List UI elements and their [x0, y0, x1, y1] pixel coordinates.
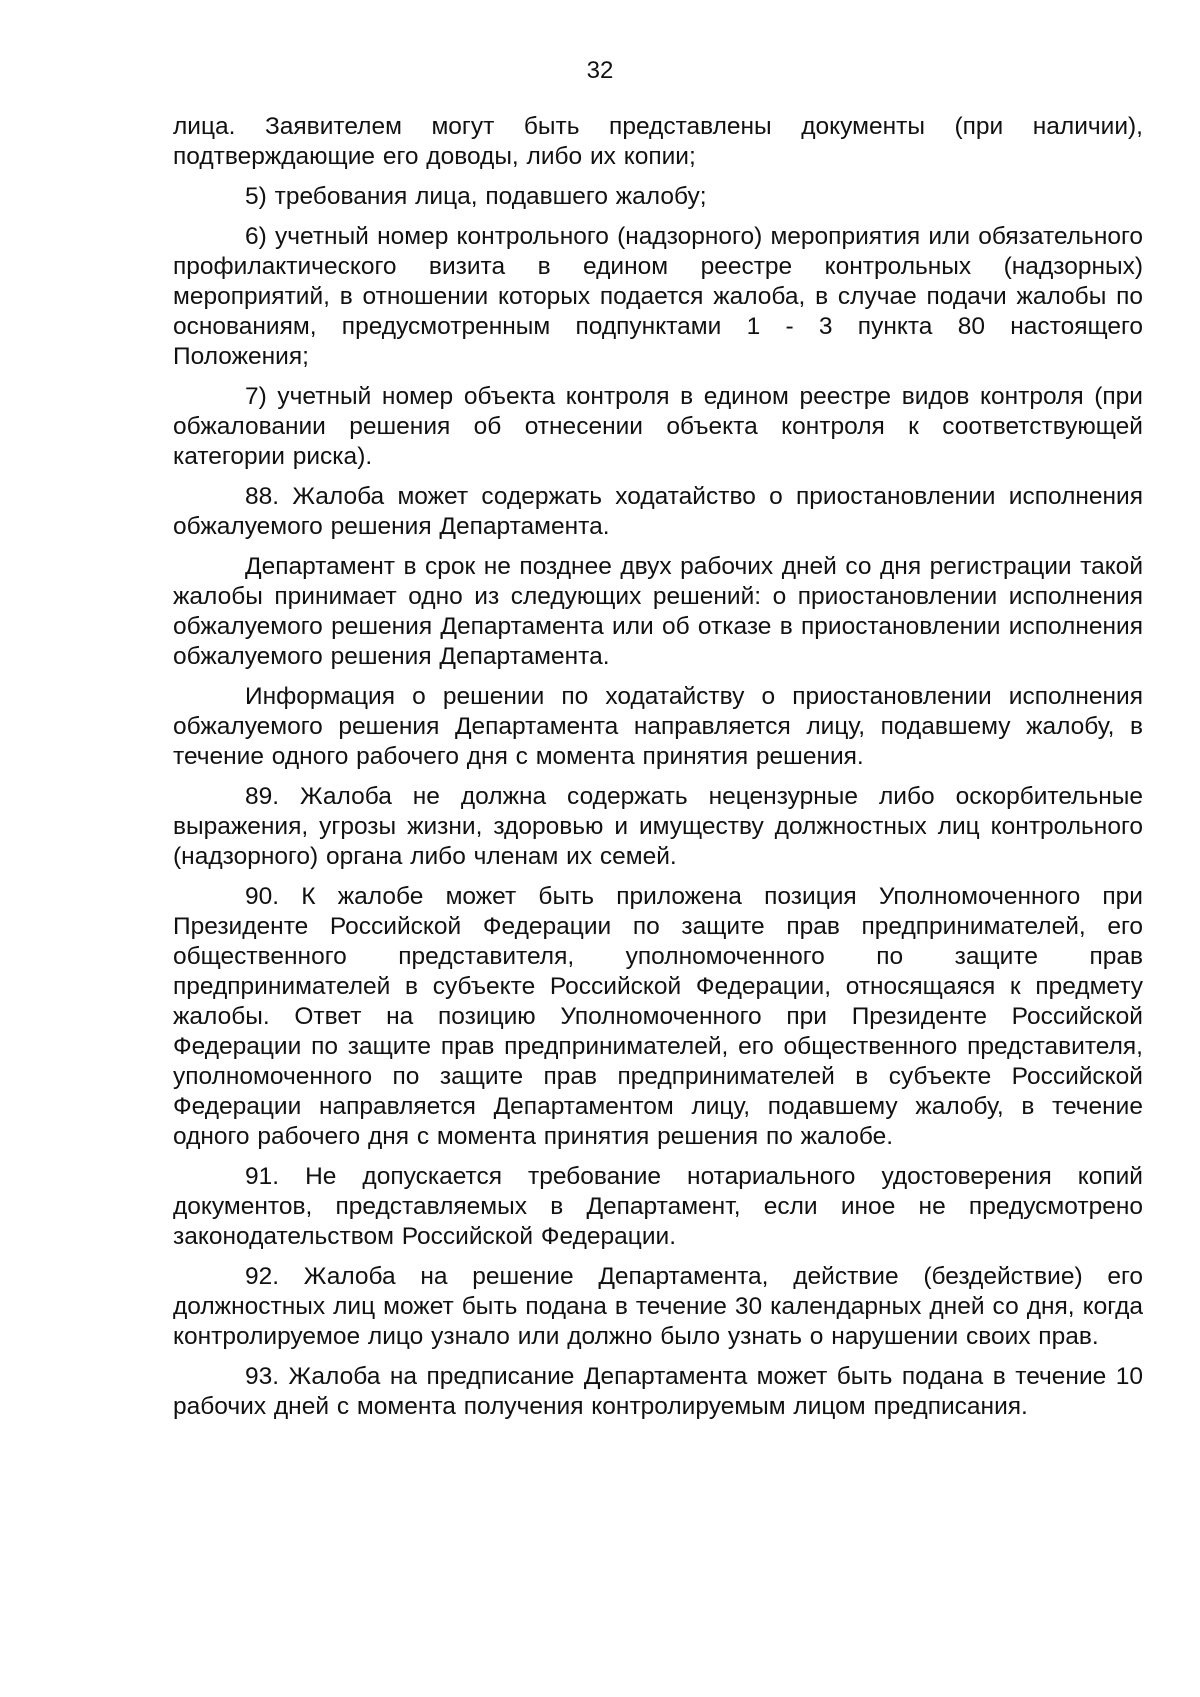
document-body [173, 112, 1143, 1432]
paragraph-88-decision: Департамент в срок не позднее двух рабочих дней со дня регистрации такой жалобы принимает одно из следующих решений: о приостановлении исполнения обжалуемого решения Департамента или об отказе в приостановлении исполнения обжалуемого решения Департамента. [173, 553, 1143, 670]
paragraph-89: 89. Жалоба не должна содержать нецензурные либо оскорбительные выражения, угрозы жизни, здоровью и имуществу должностных лиц контрольного (надзорного) органа либо членам их семей. [173, 783, 1143, 870]
paragraph-88: 88. Жалоба может содержать ходатайство о приостановлении исполнения обжалуемого решения Департамента. [173, 483, 1143, 540]
paragraph-item-6: 6) учетный номер контрольного (надзорного) мероприятия или обязательного профилактического визита в едином реестре контрольных (надзорных) мероприятий, в отношении которых подается жалоба, в случае подачи жалобы по основаниям, предусмотренным подпунктами 1 - 3 пункта 80 настоящего Положения; [173, 223, 1143, 370]
page-number: 32 [586, 57, 614, 84]
paragraph-92: 92. Жалоба на решение Департамента, действие (бездействие) его должностных лиц может быть подана в течение 30 календарных дней со дня, когда контролируемое лицо узнало или должно было узнать о нарушении своих прав. [173, 1263, 1143, 1350]
paragraph-continuation: лица. Заявителем могут быть представлены документы (при наличии), подтверждающие его доводы, либо их копии; [173, 113, 1143, 170]
paragraph-88-information: Информация о решении по ходатайству о приостановлении исполнения обжалуемого решения Департамента направляется лицу, подавшему жалобу, в течение одного рабочего дня с момента принятия решения. [173, 683, 1143, 770]
paragraph-item-7: 7) учетный номер объекта контроля в едином реестре видов контроля (при обжаловании решения об отнесении объекта контроля к соответствующей категории риска). [173, 383, 1143, 470]
paragraph-item-5: 5) требования лица, подавшего жалобу; [245, 183, 707, 210]
paragraph-90: 90. К жалобе может быть приложена позиция Уполномоченного при Президенте Российской Федерации по защите прав предпринимателей, его общественного представителя, уполномоченного по защите прав предпринимателей в субъекте Российской Федерации, относящаяся к предмету жалобы. Ответ на позицию Уполномоченного при Президенте Российской Федерации по защите прав предпринимателей, его общественного представителя, уполномоченного по защите прав предпринимателей в субъекте Российской Федерации направляется Департаментом лицу, подавшему жалобу, в течение одного рабочего дня с момента принятия решения по жалобе. [173, 883, 1143, 1150]
paragraph-93: 93. Жалоба на предписание Департамента может быть подана в течение 10 рабочих дней с момента получения контролируемым лицом предписания. [173, 1363, 1143, 1420]
paragraph-91: 91. Не допускается требование нотариального удостоверения копий документов, представляемых в Департамент, если иное не предусмотрено законодательством Российской Федерации. [173, 1163, 1143, 1250]
